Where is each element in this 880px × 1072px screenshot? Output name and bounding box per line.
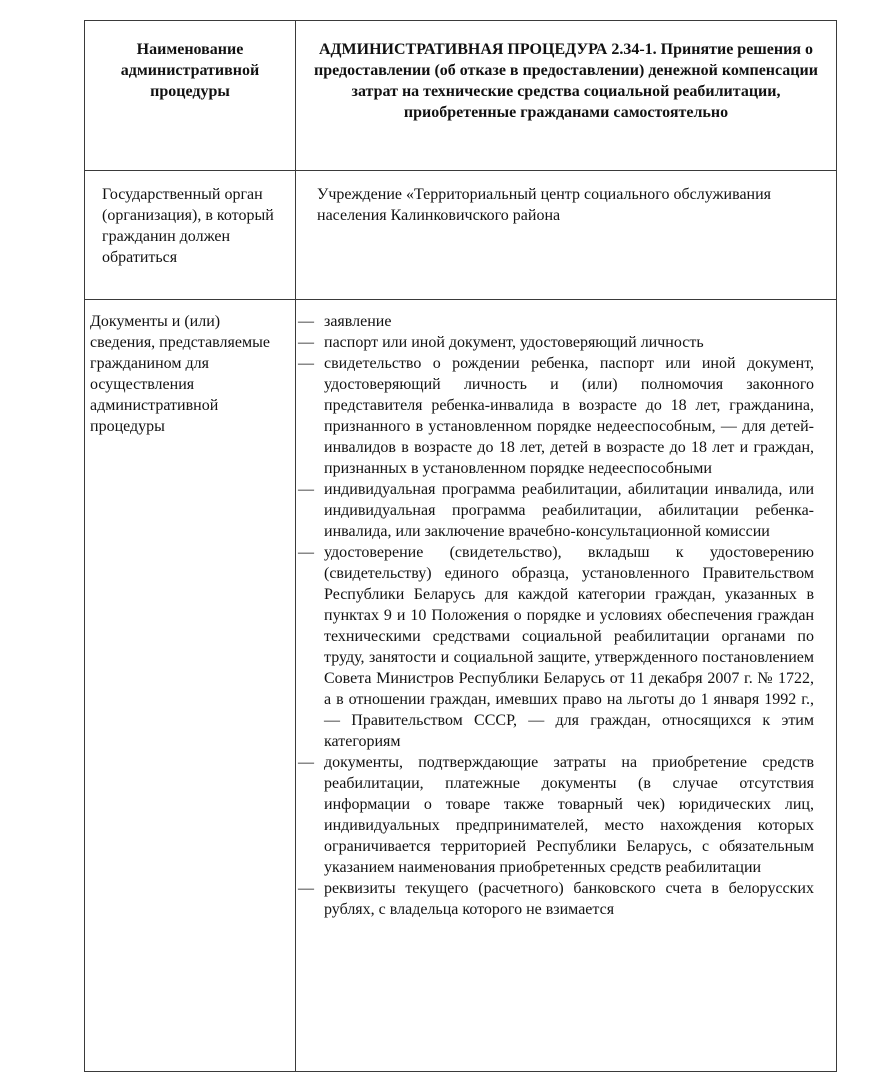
list-item [296,878,814,920]
dash-marker: — [298,880,314,897]
list-item-text: удостоверение (свидетельство), вкладыш к удостоверению (свидетельству) единого образца, установленного Правительством Республики Беларусь для каждой категории граждан, указанных в пунктах 9 и 10 Положения о порядке и условиях обеспечения граждан техническими средствами социальной реабилитации органами по труду, занятости и социальной защите, утвержденного постановлением Совета Министров Республики Беларусь от 11 декабря 2007 г. № 1722, а в отношении граждан, имевших право на льготы до 1 января 1992 г., — Правительством СССР, — для граждан, относящихся к этим категориям [324,544,814,750]
procedure-title: АДМИНИСТРАТИВНАЯ ПРОЦЕДУРА 2.34-1. Принятие решения о предоставлении (об отказе в предоставлении) денежной компенсации затрат на технические средства социальной реабилитации, приобретенные гражданами самостоятельно [314,41,818,121]
docs-label-cell [85,300,296,1072]
dash-marker: — [298,355,314,372]
list-item-text: заявление [324,313,392,330]
org-value-cell [296,171,837,300]
procedure-table [84,20,837,1072]
org-label: Государственный орган (организация), в который гражданин должен обратиться [102,186,274,266]
header-left-text: Наименование административной процедуры [120,41,260,100]
list-item [296,353,814,479]
list-item [296,479,814,542]
list-item-text: свидетельство о рождении ребенка, паспорт или иной документ, удостоверяющий личность и (или) полномочия законного представителя ребенка-инвалида в возрасте до 18 лет, гражданина, признанного в установленном порядке недееспособным, — для детей-инвалидов в возрасте до 18 лет, детей в возрасте до 18 лет и граждан, признанных в установленном порядке недееспособными [324,355,814,477]
list-item [296,311,814,332]
dash-marker: — [298,334,314,351]
docs-list-cell [296,300,837,1072]
list-item-text: реквизиты текущего (расчетного) банковского счета в белорусских рублях, с владельца которого не взимается [324,880,814,918]
org-label-cell [85,171,296,300]
docs-label: Документы и (или) сведения, представляемые гражданином для осуществления административной процедуры [90,313,270,435]
header-right-cell [296,21,837,171]
list-item [296,332,814,353]
docs-row [85,300,837,1072]
org-row [85,171,837,300]
docs-list [296,311,814,920]
header-row [85,21,837,171]
org-value: Учреждение «Территориальный центр социального обслуживания населения Калинковичского района [317,186,772,224]
dash-marker: — [298,544,314,561]
list-item-text: документы, подтверждающие затраты на приобретение средств реабилитации, платежные документы (в случае отсутствия информации о товаре также товарный чек) юридических лиц, индивидуальных предпринимателей, место нахождения которых ограничивается территорией Республики Беларусь, с обязательным указанием наименования приобретенных средств реабилитации [324,754,814,876]
dash-marker: — [298,754,314,771]
header-left-cell [85,21,296,171]
dash-marker: — [298,481,314,498]
list-item-text: индивидуальная программа реабилитации, абилитации инвалида, или индивидуальная программа реабилитации, абилитации ребенка-инвалида, или заключение врачебно-консультационной комиссии [324,481,814,540]
dash-marker: — [298,313,314,330]
list-item [296,542,814,752]
list-item-text: паспорт или иной документ, удостоверяющий личность [324,334,704,351]
list-item [296,752,814,878]
